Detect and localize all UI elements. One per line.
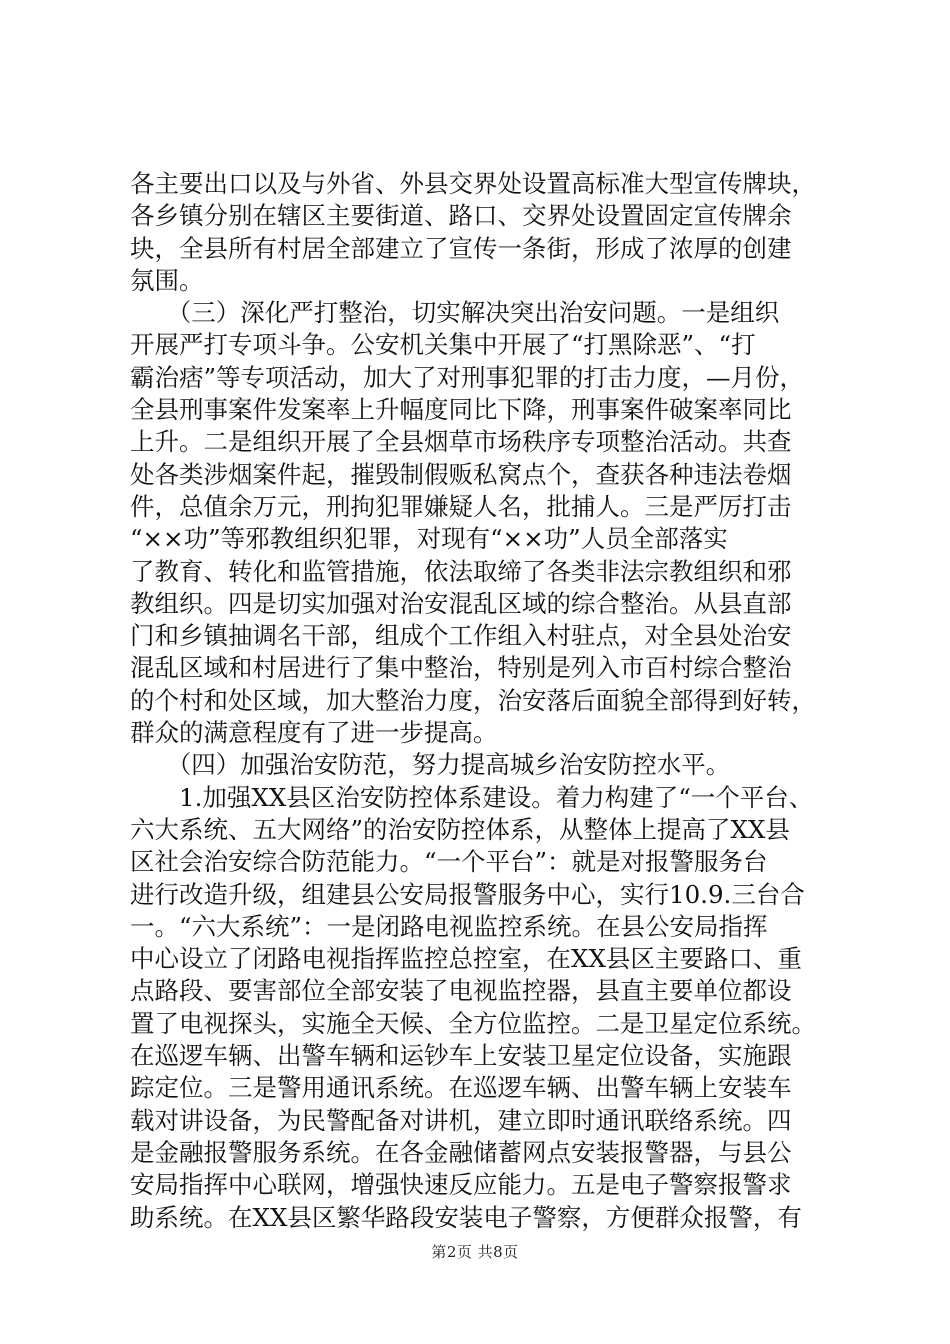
text-line: 氛围。 bbox=[130, 265, 204, 295]
text-line: “××功”等邪教组织犯罪，对现有“××功”人员全部落实 bbox=[130, 524, 728, 554]
text-line: 助系统。在XX县区繁华路段安装电子警察，方便群众报警，有 bbox=[130, 1202, 802, 1232]
text-line: 在巡逻车辆、出警车辆和运钞车上安装卫星定位设备，实施跟 bbox=[130, 1041, 792, 1071]
text-line: 中心设立了闭路电视指挥监控总控室，在XX县区主要路口、重 bbox=[130, 944, 802, 974]
text-line: 上升。二是组织开展了全县烟草市场秩序专项整治活动。共查 bbox=[130, 427, 792, 457]
text-line: （四）加强治安防范，努力提高城乡治安防控水平。 bbox=[130, 750, 731, 780]
text-line: 点路段、要害部位全部安装了电视监控器，县直主要单位都设 bbox=[130, 976, 792, 1006]
text-line: 一。“六大系统”：一是闭路电视监控系统。在县公安局指挥 bbox=[130, 911, 768, 941]
text-line: 安局指挥中心联网，增强快速反应能力。五是电子警察报警求 bbox=[130, 1170, 792, 1200]
page-footer: 第2页 共8页 bbox=[431, 1243, 519, 1261]
text-line: 开展严打专项斗争。公安机关集中开展了“打黑除恶”、“打 bbox=[130, 330, 756, 360]
text-line: 进行改造升级，组建县公安局报警服务中心，实行10.9.三台合 bbox=[130, 879, 805, 909]
text-line: 了教育、转化和监管措施，依法取缔了各类非法宗教组织和邪 bbox=[130, 556, 792, 586]
text-line: 处各类涉烟案件起，摧毁制假贩私窝点个，查获各种违法卷烟 bbox=[130, 459, 792, 489]
text-line: 混乱区域和村居进行了集中整治，特别是列入市百村综合整治 bbox=[130, 653, 792, 683]
text-line: 区社会治安综合防范能力。“一个平台”：就是对报警服务台 bbox=[130, 847, 768, 877]
text-line: （三）深化严打整治，切实解决突出治安问题。一是组织 bbox=[130, 298, 780, 328]
text-line: 踪定位。三是警用通讯系统。在巡逻车辆、出警车辆上安装车 bbox=[130, 1073, 792, 1103]
text-line: 各主要出口以及与外省、外县交界处设置高标准大型宣传牌块， bbox=[130, 169, 816, 198]
text-line: 门和乡镇抽调名干部，组成个工作组入村驻点，对全县处治安 bbox=[130, 621, 792, 651]
text-line: 置了电视探头，实施全天候、全方位监控。二是卫星定位系统。 bbox=[130, 1008, 816, 1038]
text-line: 各乡镇分别在辖区主要街道、路口、交界处设置固定宣传牌余 bbox=[130, 201, 792, 231]
text-line: 件，总值余万元，刑拘犯罪嫌疑人名，批捕人。三是严厉打击 bbox=[130, 491, 792, 521]
text-line: 载对讲设备，为民警配备对讲机，建立即时通讯联络系统。四 bbox=[130, 1105, 792, 1135]
text-line: 全县刑事案件发案率上升幅度同比下降，刑事案件破案率同比 bbox=[130, 395, 792, 425]
text-line: 是金融报警服务系统。在各金融储蓄网点安装报警器，与县公 bbox=[130, 1137, 792, 1167]
body-text bbox=[130, 168, 830, 1234]
text-line: 群众的满意程度有了进一步提高。 bbox=[130, 718, 498, 748]
text-line: 1.加强XX县区治安防控体系建设。着力构建了“一个平台、 bbox=[130, 782, 814, 812]
text-line: 六大系统、五大网络”的治安防控体系，从整体上提高了XX县 bbox=[130, 814, 790, 844]
text-line: 教组织。四是切实加强对治安混乱区域的综合整治。从县直部 bbox=[130, 588, 792, 618]
text-line: 霸治痞”等专项活动，加大了对刑事犯罪的打击力度，—月份， bbox=[130, 362, 805, 392]
text-line: 的个村和处区域，加大整治力度，治安落后面貌全部得到好转， bbox=[130, 685, 816, 715]
text-line: 块，全县所有村居全部建立了宣传一条街，形成了浓厚的创建 bbox=[130, 233, 792, 263]
